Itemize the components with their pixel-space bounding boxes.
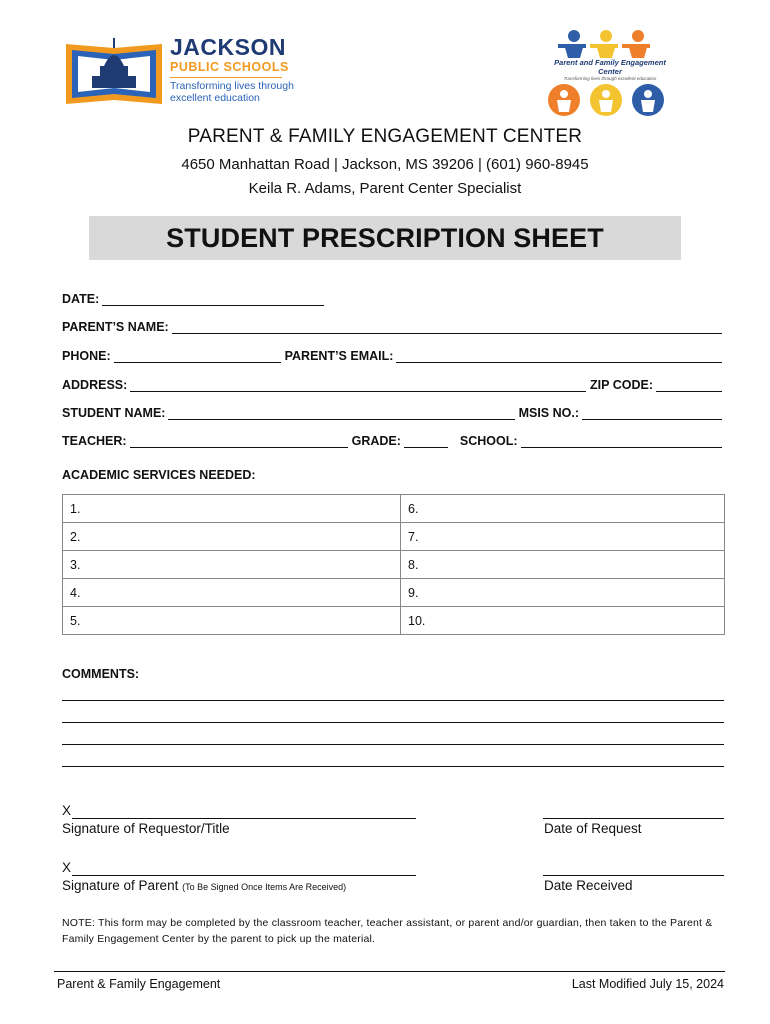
parent-x-mark: X bbox=[62, 860, 72, 875]
date-of-request-field[interactable] bbox=[543, 804, 724, 819]
date-label: DATE: bbox=[62, 292, 100, 306]
zip-code-label: ZIP CODE: bbox=[590, 378, 653, 392]
parents-name-label: PARENT’S NAME: bbox=[62, 320, 169, 334]
address-field[interactable] bbox=[130, 377, 586, 392]
parent-signature-label: Signature of Parent bbox=[62, 878, 179, 893]
teacher-field[interactable] bbox=[130, 433, 348, 448]
parents-name-row bbox=[62, 314, 726, 334]
jps-logo-tagline2: excellent education bbox=[170, 92, 260, 104]
parent-signature-field[interactable] bbox=[72, 861, 416, 876]
date-received-field[interactable] bbox=[543, 861, 724, 876]
school-field[interactable] bbox=[521, 433, 722, 448]
jackson-public-schools-logo bbox=[64, 30, 304, 110]
requestor-signature-label: Signature of Requestor/Title bbox=[62, 821, 230, 836]
phone-field[interactable] bbox=[114, 348, 281, 363]
teacher-label: TEACHER: bbox=[62, 434, 127, 448]
form-note: NOTE: This form may be completed by the classroom teacher, teacher assistant, or parent and/or guardian, then taken to the Parent & Family Engagement Center by the parent to pick up the material. bbox=[62, 917, 713, 945]
table-row bbox=[63, 495, 725, 523]
date-field[interactable] bbox=[102, 291, 324, 306]
comment-line[interactable] bbox=[62, 744, 724, 745]
form-title: STUDENT PRESCRIPTION SHEET bbox=[89, 216, 681, 260]
service-cell[interactable]: 7. bbox=[401, 523, 725, 551]
services-heading: ACADEMIC SERVICES NEEDED: bbox=[62, 468, 256, 482]
comment-line[interactable] bbox=[62, 766, 724, 767]
pfe-logo-tagline: Transforming lives through excellent education bbox=[563, 76, 657, 81]
footer-left: Parent & Family Engagement bbox=[57, 977, 221, 991]
jps-logo-line2: PUBLIC SCHOOLS bbox=[170, 60, 289, 74]
table-row bbox=[63, 607, 725, 635]
date-received-label: Date Received bbox=[544, 878, 633, 893]
parent-signature-label-row bbox=[62, 878, 346, 893]
specialist-line: Keila R. Adams, Parent Center Specialist bbox=[248, 180, 522, 197]
zip-code-field[interactable] bbox=[656, 377, 722, 392]
service-cell[interactable]: 6. bbox=[401, 495, 725, 523]
grade-field[interactable] bbox=[404, 433, 448, 448]
phone-email-row bbox=[62, 343, 726, 363]
service-cell[interactable]: 3. bbox=[63, 551, 401, 579]
table-row bbox=[63, 523, 725, 551]
msis-no-field[interactable] bbox=[582, 405, 722, 420]
parent-family-engagement-logo bbox=[540, 26, 680, 118]
date-row bbox=[62, 286, 726, 306]
comment-line[interactable] bbox=[62, 700, 724, 701]
requestor-signature-field[interactable] bbox=[72, 804, 416, 819]
service-cell[interactable]: 4. bbox=[63, 579, 401, 607]
msis-no-label: MSIS NO.: bbox=[518, 406, 579, 420]
pfe-logo-title1: Parent and Family Engagement bbox=[554, 58, 666, 67]
service-cell[interactable]: 2. bbox=[63, 523, 401, 551]
student-name-field[interactable] bbox=[168, 405, 514, 420]
date-of-request-label: Date of Request bbox=[544, 821, 642, 836]
service-cell[interactable]: 9. bbox=[401, 579, 725, 607]
jps-logo-tagline1: Transforming lives through bbox=[170, 80, 294, 92]
service-cell[interactable]: 8. bbox=[401, 551, 725, 579]
pfe-logo-title2: Center bbox=[598, 67, 622, 76]
parent-signature-note: (To Be Signed Once Items Are Received) bbox=[182, 882, 347, 892]
address-line: 4650 Manhattan Road | Jackson, MS 39206 | (601) 960-8945 bbox=[181, 156, 589, 173]
service-cell[interactable]: 5. bbox=[63, 607, 401, 635]
student-row bbox=[62, 400, 726, 420]
parents-email-label: PARENT’S EMAIL: bbox=[284, 349, 394, 363]
school-label: SCHOOL: bbox=[459, 434, 518, 448]
requestor-x-mark: X bbox=[62, 803, 72, 818]
jps-logo-line1: JACKSON bbox=[170, 34, 286, 60]
services-table bbox=[62, 494, 725, 635]
address-row bbox=[62, 372, 726, 392]
org-title: PARENT & FAMILY ENGAGEMENT CENTER bbox=[187, 126, 583, 147]
address-label: ADDRESS: bbox=[62, 378, 128, 392]
footer-divider bbox=[54, 971, 725, 972]
parents-name-field[interactable] bbox=[172, 319, 722, 334]
service-cell[interactable]: 1. bbox=[63, 495, 401, 523]
grade-label: GRADE: bbox=[351, 434, 401, 448]
teacher-row bbox=[62, 428, 726, 448]
student-name-label: STUDENT NAME: bbox=[62, 406, 166, 420]
service-cell[interactable]: 10. bbox=[401, 607, 725, 635]
table-row bbox=[63, 551, 725, 579]
parents-email-field[interactable] bbox=[396, 348, 722, 363]
comment-line[interactable] bbox=[62, 722, 724, 723]
footer-right: Last Modified July 15, 2024 bbox=[571, 977, 724, 991]
comments-heading: COMMENTS: bbox=[62, 667, 140, 681]
phone-label: PHONE: bbox=[62, 349, 111, 363]
table-row bbox=[63, 579, 725, 607]
